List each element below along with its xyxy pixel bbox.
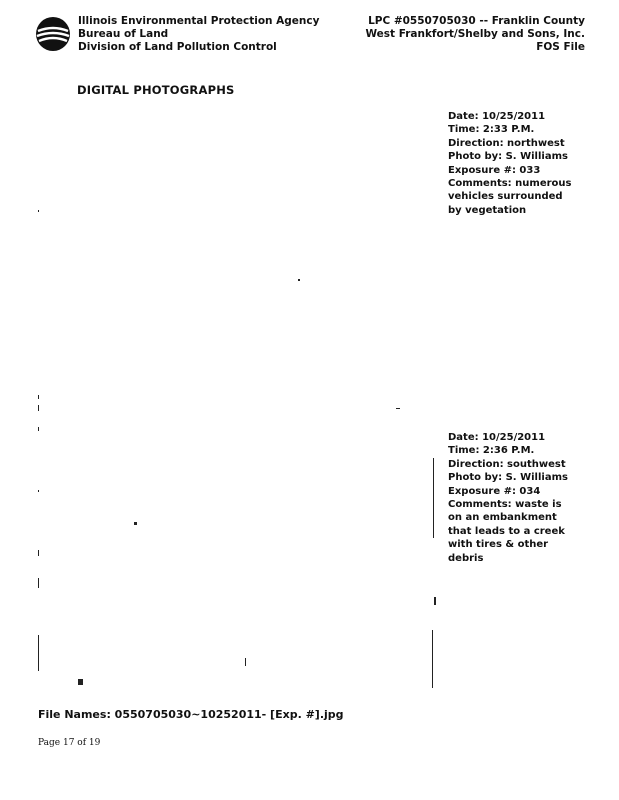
photo-1 xyxy=(36,105,436,415)
scan-speck xyxy=(38,635,39,671)
photo-time: Time: 2:36 P.M. xyxy=(448,445,535,457)
page-number: Page 17 of 19 xyxy=(38,738,101,748)
site-name: West Frankfort/Shelby and Sons, Inc. xyxy=(365,28,585,40)
site-header xyxy=(365,15,585,54)
scan-speck xyxy=(396,408,400,409)
photo-by: Photo by: S. Williams xyxy=(448,472,568,484)
scan-speck xyxy=(38,210,39,212)
photo-direction: Direction: southwest xyxy=(448,458,566,470)
photo-time: Time: 2:33 P.M. xyxy=(448,124,535,136)
bureau-name: Bureau of Land xyxy=(78,28,169,40)
scan-speck xyxy=(38,395,39,399)
scan-speck xyxy=(298,279,300,281)
scan-speck xyxy=(134,522,137,525)
photo-2 xyxy=(36,425,436,695)
scan-speck xyxy=(38,490,39,492)
scan-speck xyxy=(78,679,83,685)
section-title: DIGITAL PHOTOGRAPHS xyxy=(77,83,235,97)
scan-speck xyxy=(38,578,39,588)
division-name: Division of Land Pollution Control xyxy=(78,41,277,53)
photo-date: Date: 10/25/2011 xyxy=(448,432,546,443)
photo-exposure: Exposure #: 033 xyxy=(448,164,541,176)
photo-1-details xyxy=(448,110,598,217)
photo-date: Date: 10/25/2011 xyxy=(448,111,546,122)
photo-comments: Comments: waste is on an embankment that leads to a creek with tires & other debris xyxy=(448,499,565,564)
scan-speck xyxy=(433,458,434,538)
scan-speck xyxy=(432,630,433,688)
file-names: File Names: 0550705030~10252011- [Exp. #].jpg xyxy=(38,708,344,721)
photo-direction: Direction: northwest xyxy=(448,137,565,149)
scan-speck xyxy=(434,597,436,605)
scan-speck xyxy=(38,550,39,556)
lpc-number: LPC #0550705030 -- Franklin County xyxy=(368,15,585,27)
photo-by: Photo by: S. Williams xyxy=(448,151,568,163)
agency-name: Illinois Environmental Protection Agency xyxy=(78,15,320,27)
illinois-epa-logo-icon xyxy=(35,16,71,52)
photo-exposure: Exposure #: 034 xyxy=(448,485,541,497)
scan-speck xyxy=(245,658,246,666)
photo-comments: Comments: numerous vehicles surrounded by vegetation xyxy=(448,178,572,216)
file-type: FOS File xyxy=(536,41,585,53)
agency-header xyxy=(78,15,319,54)
scan-speck xyxy=(38,427,39,431)
scan-speck xyxy=(38,405,39,411)
photo-2-details xyxy=(448,431,598,565)
